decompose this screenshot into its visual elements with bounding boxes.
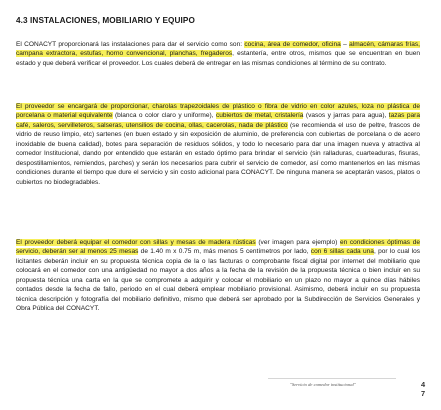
page-number <box>418 380 428 398</box>
paragraph-text: , estantería, entre otros, mismos que se encuentran en buen estado y que deberá verificar el proveedor. Los cuales deberá de entregar en las mismas condiciones al término de su contrato. <box>16 50 420 67</box>
paragraph-text: (vasos y jarras para agua), <box>303 112 389 120</box>
footer-note: "Servicio de comedor institucional" <box>290 382 356 387</box>
section-heading: 4.3 INSTALACIONES, MOBILIARIO Y EQUIPO <box>16 16 195 25</box>
paragraph-supplies <box>16 102 420 187</box>
paragraph-text: , por lo cual los licitantes deberán incluir en su propuesta técnica copia de la o las facturas o comprobante fiscal digital por internet del mobiliario que colocará en el comedor con una antigüedad no mayor a dos años a la fecha de la revisión de la propuesta técnica o bien incluir en su propuesta técnica una carta en la que se compromete a adquirir y colocar el mobiliario en un plazo no mayor a quince días hábiles contados desde la fecha de fallo, periodo en el cual deberá emplear mobiliario provisional. Asimismo, deberá incluir en su propuesta técnica descripción y fotografía del mobiliario definitivo, mismo que deberá ser aprobado por la Subdirección de Servicios Generales y Obra Pública del CONACYT. <box>16 248 420 313</box>
highlighted-text: El proveedor deberá equipar el comedor con sillas y mesas de madera rústicas <box>16 239 256 246</box>
footer-rule <box>268 378 396 379</box>
paragraph-text: (ver imagen para ejemplo) <box>255 239 340 246</box>
paragraph-text: (se recomienda el uso de peltre, frascos de vidrio de reuso limpio, etc) sartenes (en buen estado y sin exposición de aluminio, de preferencia con cubiertas de porcelana o de acero inoxidable de buena calidad), botes para separación de residuos sólidos, y todo lo necesario para dar una imagen nueva y atractiva al comedor Institucional, dando por entendido que estarán en estado óptimo para brindar el servicio (sin ralladuras, cuarteaduras, fisuras, despostillamientos, remiendos, parches) y serán los necesarios para cubrir el servicio de comedor, así como mantenerlos en las mismas condiciones durante el tiempo que dure el servicio y sin costo adicional para CONACYT. De ninguna manera se aceptarán vasos, platos o cubiertos no biodegradables. <box>16 121 420 186</box>
paragraph-text: de 1.40 m x 0.75 m, más menos 5 centímetros por lado, <box>138 248 311 256</box>
page-number-digit-1: 4 <box>420 380 426 389</box>
highlighted-text: almacén, cámaras frías, campana extractora, estufas, horno convencional, planchas, fregaderos <box>16 41 421 58</box>
highlighted-text: cocina, área de comedor, oficina <box>244 41 341 48</box>
highlighted-text: en condiciones óptimas de servicio, deberán ser al menos 25 mesas <box>16 239 420 256</box>
highlighted-text: con 6 sillas cada una <box>310 248 374 256</box>
paragraph-text: (blanca o color claro y uniforme), <box>112 112 216 120</box>
paragraph-installations <box>16 40 420 68</box>
highlighted-text: El proveedor se encargará de proporcionar, charolas trapezoidales de plástico o fibra de vidrio en color azules, loza no plástica de porcelana o material equivalente <box>16 103 420 120</box>
paragraph-furniture <box>16 238 420 314</box>
page-number-digit-2: 7 <box>420 389 426 398</box>
highlighted-text: cubiertos de metal, cristalería <box>216 112 304 120</box>
paragraph-text: – <box>340 41 350 48</box>
paragraph-text: El CONACYT proporcionará las instalaciones para dar el servicio como son: <box>16 41 245 48</box>
highlighted-text: tazas para café, saleros, servilleteros, salseras, utensilios de cocina, ollas, cacerolas, nada de plástico <box>16 112 420 129</box>
